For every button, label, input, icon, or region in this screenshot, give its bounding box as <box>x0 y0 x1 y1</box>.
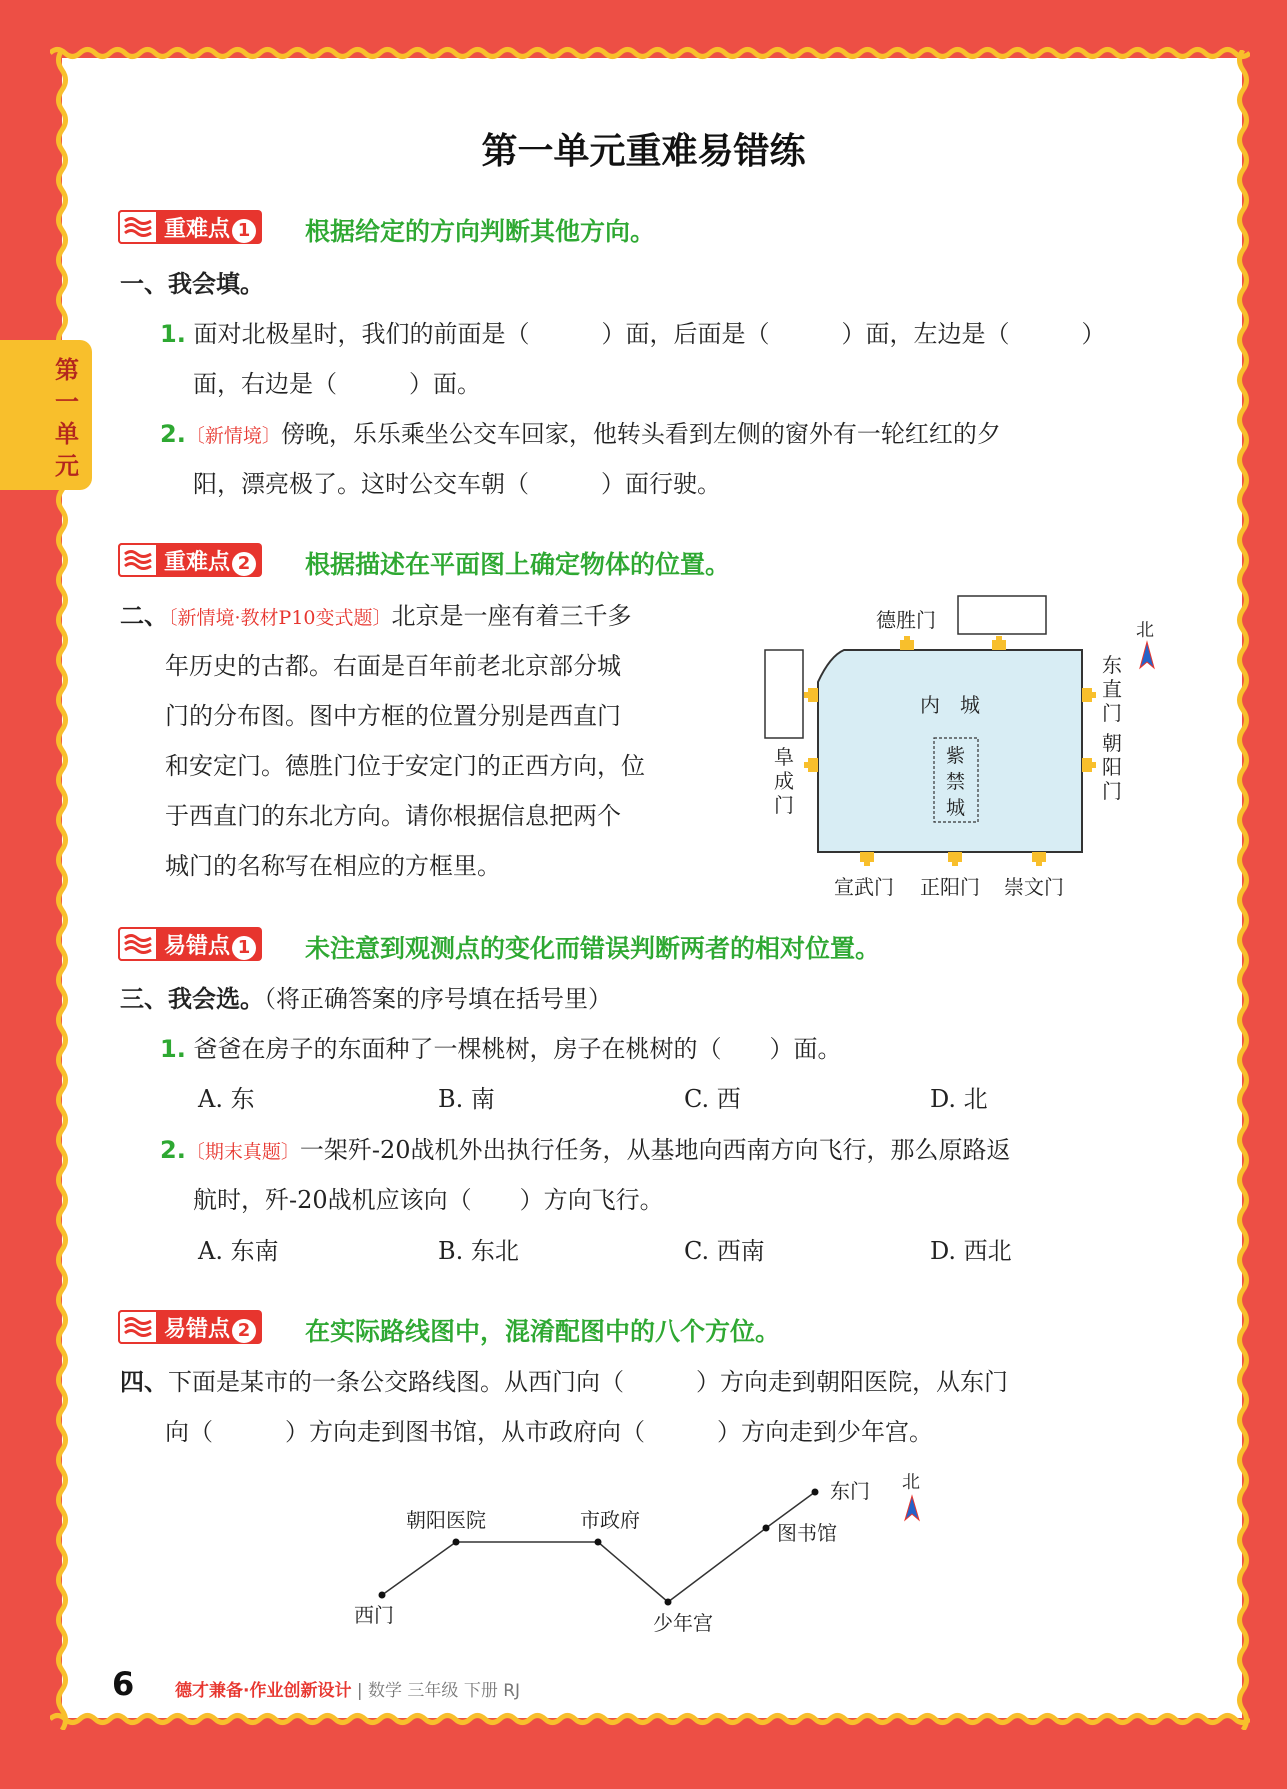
wave-stripes-icon <box>118 927 158 961</box>
gate-marker <box>1090 762 1096 768</box>
page-title: 第一单元重难易错练 <box>481 131 806 172</box>
map-left-gate-label <box>774 745 794 817</box>
wave-stripes-icon <box>118 210 158 244</box>
north-arrow-icon <box>1140 642 1154 668</box>
gate-marker <box>804 762 810 768</box>
part2-line6: 城门的名称写在相应的方框里。 <box>165 852 501 880</box>
part4-line1: 四、下面是某市的一条公交路线图。从西门向（ ）方向走到朝阳医院，从东门 <box>120 1368 1008 1396</box>
answer-box-left <box>765 650 803 738</box>
map-top-gate-label: 德胜门 <box>876 608 936 632</box>
part3-q2-option-a[interactable]: A. 东南 <box>198 1237 279 1265</box>
part1-heading: 一、我会填。 <box>120 270 264 298</box>
part1-q2-line1: 2.〔新情境〕傍晚，乐乐乘坐公交车回家，他转头看到左侧的窗外有一轮红红的夕 <box>160 420 1001 448</box>
stop-dot-library <box>763 1525 770 1532</box>
unit-side-tab <box>0 340 92 490</box>
wave-stripes-icon <box>118 543 158 577</box>
error-point-2-desc: 在实际路线图中，混淆配图中的八个方位。 <box>305 1317 781 1346</box>
part3-q1-option-c[interactable]: C. 西 <box>684 1085 741 1113</box>
part3-q1-option-b[interactable]: B. 南 <box>438 1085 495 1113</box>
map-forbidden-city-char: 禁 <box>946 771 966 793</box>
map-right-gate1-char: 门 <box>1102 701 1122 725</box>
part2-line4: 和安定门。德胜门位于安定门的正西方向，位 <box>165 752 645 780</box>
right-wavy-border <box>1236 50 1250 1730</box>
footer-edition: RJ <box>503 1681 521 1701</box>
map-right-gate1-char: 东 <box>1102 653 1122 677</box>
answer-box-top <box>958 596 1046 634</box>
north-arrow-icon <box>905 1496 919 1520</box>
gate-marker <box>1036 860 1042 866</box>
beijing-gate-map <box>760 590 1160 910</box>
map-north-label: 北 <box>1136 620 1154 641</box>
route-north-label: 北 <box>902 1472 920 1493</box>
footer-subject: 数学 <box>368 1681 403 1701</box>
error-point-2-badge <box>118 1310 262 1344</box>
part3-q1-option-d[interactable]: D. 北 <box>930 1085 988 1113</box>
part3-q2-line2: 航时，歼-20战机应该向（ ）方向飞行。 <box>193 1186 664 1214</box>
bus-route-diagram <box>340 1460 960 1640</box>
part2-line2: 年历史的古都。右面是百年前老北京部分城 <box>165 652 621 680</box>
stop-label-library: 图书馆 <box>777 1521 837 1545</box>
error-point-1-desc: 未注意到观测点的变化而错误判断两者的相对位置。 <box>305 934 881 963</box>
part3-q1: 1. 爸爸在房子的东面种了一棵桃树，房子在桃树的（ ）面。 <box>160 1035 842 1063</box>
badge-label: 易错点 1 <box>158 929 262 960</box>
footer-term: 下册 <box>463 1681 498 1701</box>
gate-marker <box>804 692 810 698</box>
stop-label-hospital: 朝阳医院 <box>406 1508 486 1532</box>
part4-line2: 向（ ）方向走到图书馆，从市政府向（ ）方向走到少年宫。 <box>165 1418 933 1446</box>
badge-label: 重难点 2 <box>158 545 262 576</box>
part2-line5: 于西直门的东北方向。请你根据信息把两个 <box>165 802 621 830</box>
stop-label-west-gate: 西门 <box>354 1603 394 1627</box>
map-right-gate1-label <box>1102 653 1122 725</box>
stop-label-youth-palace: 少年宫 <box>653 1611 713 1635</box>
unit-side-tab-text: 第 一 单 元 <box>55 356 79 480</box>
map-left-gate-char: 成 <box>774 769 794 793</box>
part3-q2-line1: 2.〔期末真题〕一架歼-20战机外出执行任务，从基地向西南方向飞行，那么原路返 <box>160 1136 1011 1164</box>
part3-heading: 三、我会选。（将正确答案的序号填在括号里） <box>120 985 612 1013</box>
map-right-gate2-char: 阳 <box>1102 755 1122 779</box>
map-forbidden-city-char: 城 <box>946 797 966 819</box>
part3-q2-option-d[interactable]: D. 西北 <box>930 1237 1012 1265</box>
stop-label-east-gate: 东门 <box>830 1479 870 1503</box>
page-number: 6 <box>112 1665 135 1703</box>
stop-dot-east-gate <box>812 1489 819 1496</box>
stop-dot-city-hall <box>595 1539 602 1546</box>
badge-number: 2 <box>232 552 256 576</box>
badge-label: 易错点 2 <box>158 1312 262 1343</box>
gate-marker <box>996 636 1002 642</box>
map-bottom-gate-1: 宣武门 <box>834 875 894 899</box>
badge-number: 1 <box>232 936 256 960</box>
key-point-1-desc: 根据给定的方向判断其他方向。 <box>305 217 656 246</box>
gate-marker <box>864 860 870 866</box>
part3-q1-option-a[interactable]: A. 东 <box>198 1085 255 1113</box>
key-point-1-badge <box>118 210 262 244</box>
map-bottom-gate-2: 正阳门 <box>920 875 980 899</box>
map-left-gate-char: 阜 <box>774 745 794 769</box>
stop-dot-west-gate <box>379 1592 386 1599</box>
part3-q2-option-c[interactable]: C. 西南 <box>684 1237 765 1265</box>
gate-marker <box>1090 692 1096 698</box>
error-point-1-badge <box>118 927 262 961</box>
footer-brand: 德才兼备·作业创新设计 <box>175 1681 352 1701</box>
badge-number: 1 <box>232 219 256 243</box>
map-right-gate2-char: 门 <box>1102 779 1122 803</box>
map-right-gate2-char: 朝 <box>1102 731 1122 755</box>
left-wavy-border <box>55 50 69 1730</box>
key-point-2-desc: 根据描述在平面图上确定物体的位置。 <box>305 550 731 579</box>
top-wavy-border <box>50 46 1250 60</box>
map-inner-city-label: 内 城 <box>920 693 980 717</box>
badge-label: 重难点 1 <box>158 212 262 243</box>
map-forbidden-city-char: 紫 <box>946 745 966 767</box>
part2-line1: 二、〔新情境·教材P10变式题〕北京是一座有着三千多 <box>120 602 632 630</box>
gate-marker <box>952 860 958 866</box>
key-point-2-badge <box>118 543 262 577</box>
gate-marker <box>904 636 910 642</box>
part1-q2-line2: 阳，漂亮极了。这时公交车朝（ ）面行驶。 <box>193 470 721 498</box>
stop-dot-hospital <box>453 1539 460 1546</box>
stop-dot-youth-palace <box>665 1599 672 1606</box>
map-left-gate-char: 门 <box>774 793 794 817</box>
stop-label-city-hall: 市政府 <box>580 1508 640 1532</box>
part1-q1-line1: 1. 面对北极星时，我们的前面是（ ）面，后面是（ ）面，左边是（ ） <box>160 320 1106 348</box>
part1-q1-line2: 面，右边是（ ）面。 <box>193 370 481 398</box>
map-right-gate2-label <box>1102 731 1122 803</box>
map-right-gate1-char: 直 <box>1102 677 1122 701</box>
part2-line3: 门的分布图。图中方框的位置分别是西直门 <box>165 702 621 730</box>
footer-separator: | <box>356 1681 363 1701</box>
bottom-wavy-border <box>50 1712 1250 1726</box>
map-forbidden-city-label <box>946 745 965 819</box>
badge-number: 2 <box>232 1319 256 1343</box>
wave-stripes-icon <box>118 1310 158 1344</box>
footer-info <box>175 1676 520 1701</box>
footer-grade: 三年级 <box>407 1681 459 1701</box>
part3-q2-option-b[interactable]: B. 东北 <box>438 1237 519 1265</box>
map-bottom-gate-3: 崇文门 <box>1004 875 1064 899</box>
